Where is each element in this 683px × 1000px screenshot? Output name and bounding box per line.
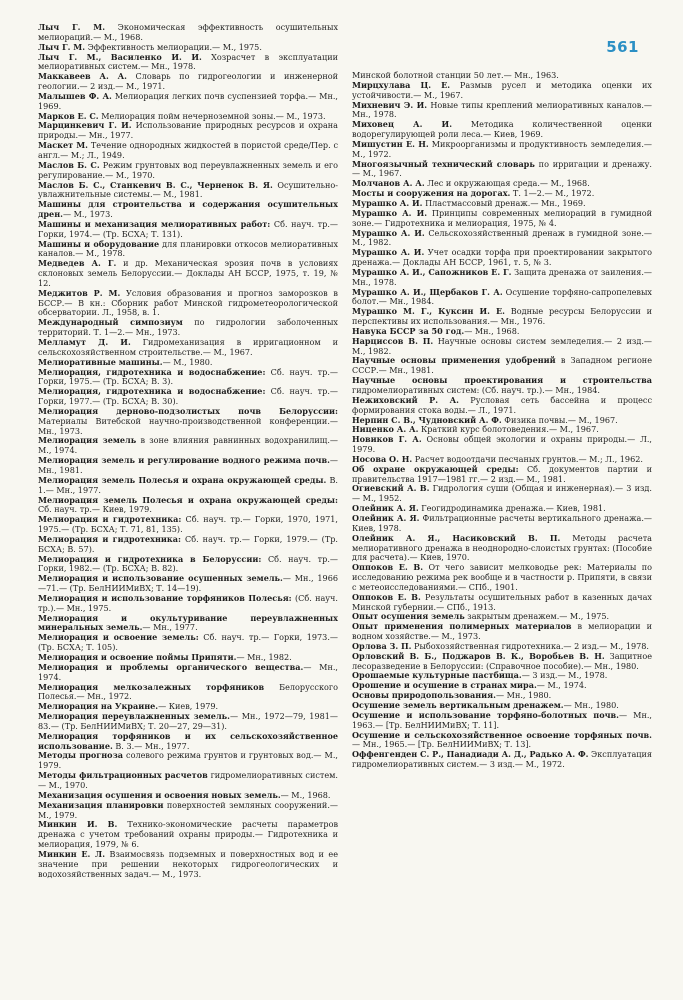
entry-author: Механизация планировки (38, 799, 164, 810)
entry-text: Сб. науч. тр.— Горки, 1970, 1971, 1975.— (Тр. БСХА; Т. 71, 81, 135). (38, 514, 338, 535)
bibliography-entry (352, 248, 652, 268)
entry-text: Материалы Витебской научно-производственной конференции.— Мн., 1973. (38, 415, 338, 436)
entry-author: Мурашко А. И. (352, 247, 425, 258)
bibliography-entry (352, 652, 652, 672)
entry-text: Белорусского Полесья.— Мн., 1972. (38, 681, 338, 702)
entry-author: Об охране окружающей среды: (352, 463, 519, 474)
entry-text: Геогидродинамика дренажа.— Киев, 1981. (418, 503, 606, 514)
entry-text: Принципы современных мелиораций в гумидной зоне.— Гидротехника и мелиорация, 1975, № 4. (352, 207, 652, 228)
bibliography-entry (38, 683, 338, 703)
entry-author: Мелламут Д. И. (38, 337, 131, 347)
entry-author: Мелиорация дерново-подзолистых почв Белоруссии: (38, 405, 338, 416)
entry-text: Методика количественной оценки водорегулирующей роли леса.— Киев, 1969. (352, 119, 652, 140)
bibliography-entry (352, 101, 652, 121)
entry-text: Сб. науч. тр.— Горки, 1982.— (Тр. БСХА; В. 82). (38, 553, 339, 574)
bibliography-entry (38, 387, 338, 407)
entry-author: Мелиорация земель и регулирование водного режима почв. (38, 455, 330, 466)
entry-author: Мелиорация переувлажненных земель. (38, 711, 230, 722)
bibliography-entry (352, 711, 652, 731)
entry-text: Эксплуатация гидромелиоративных систем.— 3 изд.— М., 1972. (352, 749, 652, 770)
entry-text: — Мн., 1965.— [Тр. БелНИИМиВХ; Т. 13]. (352, 739, 532, 750)
bibliography-entry (38, 338, 338, 358)
bibliography-entry (38, 535, 338, 555)
entry-text: Сб. науч. тр.— Горки, 1974.— (Тр. БСХА; Т. 131). (38, 218, 339, 239)
entry-text: Водные ресурсы Белоруссии и перспективы их использования.— Мн., 1976. (352, 306, 652, 327)
entry-author: Меджитов Р. М. (38, 287, 121, 298)
entry-text: Рыбохозяйственная гидротехника.— 2 изд.— М., 1978. (411, 640, 649, 651)
entry-text: Сб. документов партии и правительства 1917—1981 гг.— 2 изд.— М., 1981. (352, 463, 653, 484)
entry-author: Многоязычный технический словарь (352, 158, 535, 169)
bibliography-entry (38, 289, 338, 319)
entry-author: Мурашко А. И. (352, 227, 425, 238)
entry-author: Мурашко А. И., Щербаков Г. А. (352, 286, 503, 297)
bibliography-entry (38, 594, 338, 614)
entry-text: Краткий курс болотоведения.— М., 1967. (418, 424, 599, 435)
entry-author: Ниценко А. А. (352, 424, 419, 435)
entry-author: Навука БССР за 50 год. (352, 325, 465, 336)
bibliography-entry (352, 81, 652, 101)
entry-author: Нарциссов В. П. (352, 335, 434, 346)
entry-author: Лыч Г. М. (38, 22, 106, 32)
entry-text: Сб. науч. тр.— Горки, 1973.— (Тр. БСХА; Т. 105). (38, 632, 338, 653)
bibliography-entry (38, 496, 338, 516)
bibliography-entry (352, 750, 652, 770)
entry-author: Международный симпозиум (38, 317, 183, 328)
entry-author: Орошаемые культурные пастбища. (352, 670, 522, 681)
bibliography-right-column (352, 71, 652, 770)
entry-author: Мелиорация на Украине. (38, 701, 159, 712)
entry-text: — Мн., 1968. (464, 325, 520, 336)
bibliography-entry (38, 751, 338, 771)
bibliography-entry (38, 368, 338, 388)
bibliography-entry (352, 140, 652, 160)
entry-author: Лыч Г. М. (38, 41, 86, 52)
bibliography-entry (38, 555, 338, 575)
entry-text: Основы общей экологии и охраны природы.— Л., 1979. (352, 434, 652, 455)
entry-text: Сельскохозяйственный дренаж в гумидной зоне.— М., 1982. (352, 227, 652, 248)
entry-text: Сб. науч. тр.— Горки, 1979.— (Тр. БСХА; В. 57). (38, 533, 338, 554)
entry-author: Мелиорация земель (38, 435, 137, 446)
entry-author: Оппоков Е. В. (352, 562, 424, 573)
entry-text: Размыв русел и методика оценки их устойчивости.— М., 1967. (352, 79, 652, 100)
entry-author: Оппоков Е. В. (352, 591, 421, 602)
entry-author: Опыт осушения земель (352, 611, 465, 622)
bibliography-entry (38, 181, 338, 201)
entry-author: Мелиорация и освоение поймы Припяти. (38, 652, 237, 662)
entry-text: Фильтрационные расчеты вертикального дренажа.— Киев, 1978. (352, 512, 653, 533)
bibliography-entry (352, 376, 652, 396)
entry-author: Мелиорация и использование осушенных земель. (38, 573, 283, 584)
bibliography-left-column (38, 23, 338, 879)
entry-author: Маскет М. (38, 140, 88, 151)
entry-text: гидромелиоративных систем.— М., 1970. (38, 770, 339, 790)
entry-text: — Мн., 1972—79, 1981—83.— (Тр. БелНИИМиВХ; Т. 20—27, 29—31). (38, 711, 338, 731)
entry-text: гидромелиоративных систем: (Сб. науч. тр.).— Мн., 1984. (352, 385, 600, 395)
entry-author: Орлова З. П. (352, 640, 412, 651)
bibliography-entry (352, 731, 652, 751)
entry-text: — Мн., 1963.— [Тр. БелНИИМиВХ; Т. 11]. (352, 709, 652, 730)
entry-text: Условия образования и прогноз заморозков в БССР.— В кн.: Сборник работ Минской гидрометеорологической обсерватории. Л., 1958, в. 1. (38, 287, 338, 318)
entry-text: — М., 1973. (62, 209, 113, 220)
entry-text: Т. 1—2.— М., 1972. (510, 188, 595, 199)
bibliography-entry (38, 200, 338, 220)
bibliography-entry (352, 593, 652, 613)
entry-text: Течение однородных жидкостей в пористой среде/Пер. с англ.— М.; Л., 1949. (38, 140, 338, 160)
entry-author: Маслов Б. С., Станкевич В. С., Черненок В. Я. (38, 179, 273, 190)
bibliography-entry (352, 396, 652, 416)
bibliography-entry (352, 484, 652, 504)
entry-author: Мурашко М. Г., Куксин И. Е. (352, 306, 505, 317)
entry-author: Мелиоративные машины. (38, 356, 163, 367)
bibliography-entry (38, 318, 338, 338)
entry-text: Научные основы систем земледелия.— 2 изд.— М., 1982. (352, 335, 652, 356)
bibliography-entry (38, 259, 338, 289)
entry-author: Мелиорация и гидротехника в Белоруссии: (38, 553, 262, 564)
entry-author: Минкин И. В. (38, 819, 118, 830)
bibliography-entry (352, 435, 652, 455)
entry-text: Сб. науч. тр.— Горки, 1975.— (Тр. БСХА; В. 3). (38, 366, 338, 387)
bibliography-entry (352, 514, 652, 534)
entry-text: Русловая сеть бассейна и процесс формирования стока воды.— Л., 1971. (352, 394, 652, 415)
entry-text: — М., 1980. (162, 356, 213, 367)
bibliography-entry (38, 712, 338, 732)
entry-text: Результаты осушительных работ в казенных дачах Минской губернии.— СПб., 1913. (352, 591, 652, 612)
entry-text: закрытым дренажем.— М., 1975. (464, 611, 610, 622)
entry-text: в зоне влияния равнинных водохранилищ.— М., 1974. (38, 435, 338, 456)
entry-text: Лес и окружающая среда.— М., 1968. (424, 178, 590, 189)
entry-text: Экономическая эффективность осушительных мелиораций.— М., 1968. (38, 22, 339, 42)
entry-text: Мелиорация пойм нечерноземной зоны.— М., 1973. (98, 110, 326, 121)
bibliography-entry (38, 771, 338, 791)
page-number: 561 (606, 38, 639, 56)
bibliography-entry (352, 337, 652, 357)
entry-text: для планировки откосов мелиоративных каналов.— М., 1978. (38, 238, 339, 259)
entry-author: Осушение и сельскохозяйственное освоение торфяных почв. (352, 729, 652, 740)
entry-author: Мелиорация земель Полесья и охрана окружающей среды. (38, 474, 327, 485)
entry-author: Мишустин Е. Н. (352, 138, 429, 149)
bibliography-entry (38, 53, 338, 73)
bibliography-entry (38, 476, 338, 496)
bibliography-entry (352, 288, 652, 308)
entry-author: Мелиорация и проблемы органического вещества. (38, 661, 304, 672)
bibliography-entry (352, 534, 652, 564)
bibliography-entry (352, 209, 652, 229)
entry-author: Маккавеев А. А. (38, 71, 127, 82)
entry-author: Методы прогноза (38, 750, 123, 761)
entry-text: Хозрасчет в эксплуатации мелиоративных систем.— Мн., 1978. (38, 51, 338, 72)
bibliography-entry (38, 663, 338, 683)
entry-author: Орловский В. Б., Поджаров В. К., Воробьев В. Н. (352, 650, 605, 661)
entry-author: Медведев А. Г. (38, 258, 117, 269)
entry-text: Технико-экономические расчеты параметров дренажа с учетом требований охраны природы.— Гидротехника и мелиорация, 1979, № 6. (38, 819, 338, 850)
entry-text: — Киев, 1979. (158, 701, 219, 712)
entry-text: Физика почвы.— М., 1967. (501, 414, 618, 425)
entry-author: Малышев Ф. А. (38, 90, 112, 101)
entry-text: — Мн., 1982. (236, 652, 292, 662)
entry-author: Молчанов А. А. (352, 178, 425, 189)
entry-author: Михневич Э. И. (352, 99, 428, 110)
entry-author: Олейник А. Я. (352, 512, 420, 523)
entry-author: Носова О. Н. (352, 453, 413, 464)
entry-text: — М., 1974. (536, 680, 587, 691)
entry-text: Учет осадки торфа при проектировании закрытого дренажа.— Доклады АН БССР, 1961, т. 5, № 3. (352, 247, 652, 268)
entry-author: Осушение и использование торфяно-болотных почв. (352, 709, 619, 720)
entry-text: Микроорганизмы и продуктивность земледелия.— М., 1972. (352, 138, 652, 159)
entry-text: — Мн., 1980. (563, 700, 619, 710)
bibliography-entry (38, 121, 338, 141)
entry-text: Сб. науч. тр.— Киев, 1979. (38, 504, 152, 515)
bibliography-entry (38, 850, 338, 880)
entry-author: Мурашко А. И., Сапожников Е. Г. (352, 266, 512, 277)
bibliography-entry (38, 436, 338, 456)
entry-text: поверхностей земляных сооружений.— М., 1979. (38, 799, 338, 820)
bibliography-entry (38, 633, 338, 653)
entry-text: В. 1.— Мн., 1977. (38, 474, 339, 495)
entry-text: в Западном регионе СССР.— Мн., 1981. (352, 355, 652, 376)
entry-author: Олейник А. Я., Насиковский В. П. (352, 532, 561, 543)
bibliography-entry (352, 229, 652, 249)
entry-author: Мелиорация, гидротехника и водоснабжение: (38, 386, 266, 397)
bibliography-entry (352, 120, 652, 140)
entry-text: Пластмассовый дренаж.— Мн., 1969. (422, 197, 586, 208)
entry-text: В. 3.— Мн., 1977. (112, 740, 190, 751)
entry-author: Марцинкевич Г. И. (38, 120, 132, 131)
entry-author: Научные основы применения удобрений (352, 355, 556, 366)
entry-author: Мелиорация земель Полесья и охрана окружающей среды: (38, 494, 338, 505)
entry-author: Мелиорация и освоение земель: (38, 632, 199, 643)
entry-text: Гидромеханизация в ирригационном и сельскохозяйственном строительстве.— М., 1967. (38, 337, 339, 357)
entry-text: Минской болотной станции 50 лет.— Мн., 1963. (352, 70, 559, 80)
entry-text: Сб. науч. тр.— Горки, 1977.— (Тр. БСХА; В. 30). (38, 386, 338, 407)
bibliography-entry (352, 160, 652, 180)
entry-author: Мосты и сооружения на дорогах. (352, 188, 511, 199)
bibliography-entry (38, 732, 338, 752)
entry-author: Методы фильтрационных расчетов (38, 770, 208, 781)
entry-author: Мелиорация, гидротехника и водоснабжение: (38, 366, 266, 377)
entry-text: Осушительно-увлажнительные системы.— М., 1981. (38, 179, 338, 200)
entry-author: Нежиховский Р. А. (352, 394, 459, 405)
entry-author: Мурашко А. И. (352, 197, 423, 208)
entry-author: Мелиорация мелкозалежных торфяников (38, 681, 265, 692)
entry-text: в мелиорации и водном хозяйстве.— М., 1973. (352, 621, 652, 642)
entry-text: солевого режима грунтов и грунтовых вод.— М., 1979. (38, 750, 338, 771)
entry-author: Научные основы проектирования и строительства (352, 375, 652, 386)
entry-text: и др. Механическая эрозия почв в условиях склоновых земель Белоруссии.— Доклады АН БССР, 1975, т. 19, № 12. (38, 258, 338, 288)
bibliography-entry (352, 356, 652, 376)
entry-author: Мелиорация и окультуривание переувлажненных минеральных земель. (38, 612, 338, 633)
entry-text: Взаимосвязь подземных и поверхностных вод и ее значение при решении некоторых гидрогеологических и водохозяйственных задач.— М., 1973. (38, 848, 338, 879)
bibliography-entry (38, 240, 338, 260)
bibliography-entry (38, 92, 338, 112)
entry-author: Мелиорация торфяников и их сельскохозяйственное использование. (38, 730, 338, 751)
entry-text: (Сб. науч. тр.).— Мн., 1975. (38, 592, 338, 613)
entry-author: Машины и механизация мелиоративных работ: (38, 218, 271, 229)
entry-text: Эффективность мелиорации.— М., 1975. (85, 41, 262, 52)
bibliography-entry (38, 820, 338, 850)
bibliography-entry (352, 465, 652, 485)
entry-author: Механизация осушения и освоения новых земель. (38, 789, 281, 800)
entry-author: Новиков Г. А. (352, 434, 422, 445)
entry-text: по гидрологии заболоченных территорий. Т. 1—2.— Мн., 1973. (38, 317, 338, 338)
entry-author: Мирцхулава Ц. Е. (352, 79, 451, 90)
entry-text: — Мн., 1966—71.— (Тр. БелНИИМиВХ; Т. 14—19). (38, 573, 338, 594)
entry-author: Осушение земель вертикальным дренажем. (352, 700, 564, 710)
entry-text: От чего зависит мелководье рек: Материалы по исследованию режима рек вообще и в частности р. Припяти, в связи с метеоисследованиями.— СПб., 1901. (352, 562, 652, 592)
entry-text: по ирригации и дренажу.— М., 1967. (352, 158, 652, 179)
bibliography-entry (38, 801, 338, 821)
entry-author: Огиевский А. В. (352, 483, 430, 494)
bibliography-entry (38, 220, 338, 240)
entry-author: Машины и оборудование (38, 238, 160, 249)
entry-author: Мелиорация и гидротехника: (38, 533, 182, 544)
entry-author: Мурашко А. И. (352, 207, 428, 218)
entry-author: Основы природопользования. (352, 690, 496, 701)
entry-text: Новые типы креплений мелиоративных каналов.— Мн., 1978. (352, 99, 652, 120)
entry-author: Оффенгенден С. Р., Панадиади А. Д., Радько А. Ф. (352, 749, 589, 760)
entry-text: Защита дренажа от заиления.— Мн., 1978. (352, 266, 653, 287)
bibliography-entry (38, 574, 338, 594)
entry-text: — Мн., 1974. (38, 661, 339, 682)
entry-author: Орошение и осушение в странах мира. (352, 680, 537, 691)
entry-text: Защитное лесоразведение в Белоруссии: (Справочное пособие).— Мн., 1980. (352, 650, 652, 671)
bibliography-entry (38, 72, 338, 92)
entry-author: Миховец А. И. (352, 119, 453, 130)
bibliography-entry (352, 268, 652, 288)
entry-text: — Мн., 1977. (142, 622, 198, 633)
bibliography-entry (352, 307, 652, 327)
bibliography-entry (38, 141, 338, 161)
bibliography-entry (38, 23, 338, 43)
entry-text: — Мн., 1981. (38, 455, 338, 475)
entry-author: Олейник А. Я. (352, 503, 419, 514)
entry-text: Словарь по гидрогеологии и инженерной геологии.— 2 изд.— М., 1971. (38, 71, 339, 92)
bibliography-entry (352, 622, 652, 642)
entry-text: Осушение торфяно-сапропелевых болот.— Мн., 1984. (352, 286, 652, 307)
entry-author: Машины для строительства и содержания осушительных дрен. (38, 199, 338, 220)
entry-author: Нерпин С. В., Чудновский А. Ф. (352, 414, 502, 425)
entry-author: Маслов Б. С. (38, 159, 100, 170)
bibliography-entry (38, 161, 338, 181)
bibliography-entry (38, 407, 338, 437)
entry-text: Режим грунтовых вод переувлажненных земель и его регулирование.— М., 1970. (38, 159, 338, 180)
entry-author: Мелиорация и использование торфяников Полесья: (38, 592, 292, 603)
bibliography-entry (38, 515, 338, 535)
entry-author: Мелиорация и гидротехника: (38, 514, 182, 525)
entry-author: Лыч Г. М., Василенко И. И. (38, 51, 202, 62)
entry-author: Опыт применения полимерных материалов (352, 621, 572, 632)
entry-text: — М., 1968. (280, 789, 331, 800)
bibliography-entry (38, 456, 338, 476)
entry-author: Минкин Е. Л. (38, 848, 106, 859)
entry-text: Гидрология суши (Общая и инженерная).— 3 изд.— М., 1952. (352, 483, 652, 504)
entry-text: — 3 изд.— М., 1978. (521, 670, 608, 681)
entry-text: Расчет водоотдачи песчаных грунтов.— М.; Л., 1962. (412, 453, 643, 464)
entry-author: Марков Е. С. (38, 110, 99, 121)
entry-text: — Мн., 1980. (495, 690, 552, 701)
entry-text: Использование природных ресурсов и охрана природы.— Мн., 1977. (38, 120, 338, 141)
bibliography-entry (38, 614, 338, 634)
entry-text: Мелиорация легких почв суспензией торфа.— Мн., 1969. (38, 90, 338, 111)
entry-text: Методы расчета мелиоративного дренажа в неоднородно-слоистых грунтах: (Пособие для расчета).— Киев, 1970. (352, 532, 652, 563)
bibliography-entry (352, 563, 652, 593)
